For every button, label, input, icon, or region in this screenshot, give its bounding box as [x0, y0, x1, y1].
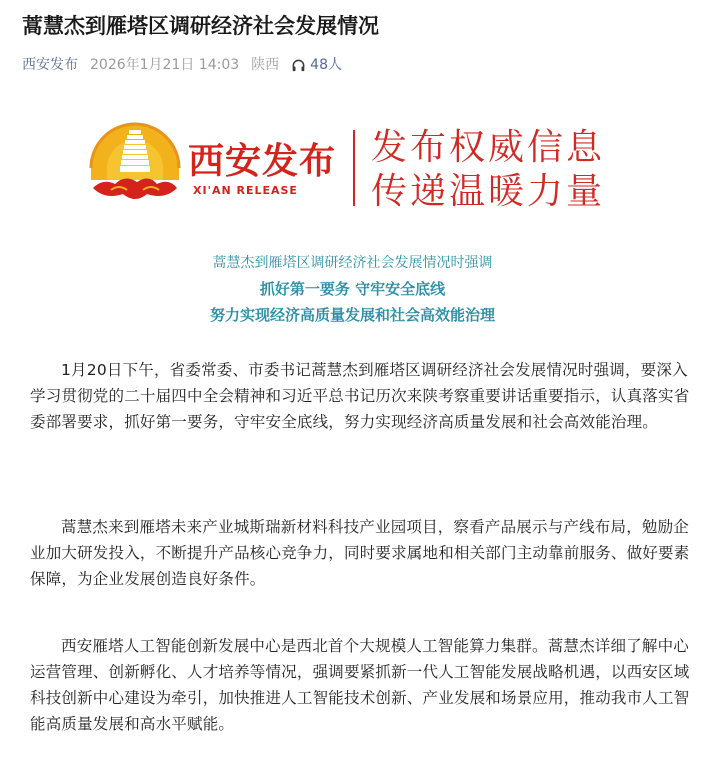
subheading-line-1: 抓好第一要务 守牢安全底线 — [259, 280, 446, 298]
subheading-intro: 蒿慧杰到雁塔区调研经济社会发展情况时强调 — [212, 255, 493, 271]
paragraph-3: 西安雁塔人工智能创新发展中心是西北首个大规模人工智能算力集群。蒿慧杰详细了解中心运营管理、创新孵化、人才培养等情况，强调要紧抓新一代人工智能发展战略机遇，以西安区域科技创新中心建设为牵引，加快推进人工智能技术创新、产业发展和场景应用，推动我市人工智能高质量发展和高水平赋能。 — [30, 637, 690, 733]
article-meta — [22, 55, 342, 75]
headphones-icon — [291, 58, 306, 73]
paragraph-2: 蒿慧杰来到雁塔未来产业城斯瑞新材料科技产业园项目，察看产品展示与产线布局，勉励企业加大研发投入，不断提升产品核心竞争力，同时要求属地和相关部门主动靠前服务、做好要素保障，为企业发展创造良好条件。 — [30, 518, 690, 588]
banner-divider — [353, 130, 355, 206]
paragraph-1: 1月20日下午，省委常委、市委书记蒿慧杰到雁塔区调研经济社会发展情况时强调，要深入学习贯彻党的二十届四中全会精神和习近平总书记历次来陕考察重要讲话重要指示，认真落实省委部署要求，抓好第一要务，守牢安全底线，努力实现经济高质量发展和社会高效能治理。 — [30, 361, 690, 431]
slogan-line-1: 发布权威信息 — [371, 127, 606, 168]
region-label: 陕西 — [251, 57, 280, 73]
brand-name-cn: 西安发布 — [188, 140, 337, 182]
xian-release-logo — [85, 118, 185, 218]
brand-name-en: XI'AN RELEASE — [193, 184, 298, 197]
listen-count-text: 48人 — [310, 57, 342, 73]
publish-time: 2026年1月21日 14:03 — [90, 57, 240, 73]
slogan-line-2: 传递温暖力量 — [371, 171, 606, 212]
article-title: 蒿慧杰到雁塔区调研经济社会发展情况 — [22, 14, 379, 38]
source-link[interactable]: 西安发布 — [22, 57, 78, 73]
listen-count[interactable] — [291, 55, 342, 75]
subheading-line-2: 努力实现经济高质量发展和社会高效能治理 — [209, 306, 495, 324]
brand-banner — [85, 118, 625, 218]
